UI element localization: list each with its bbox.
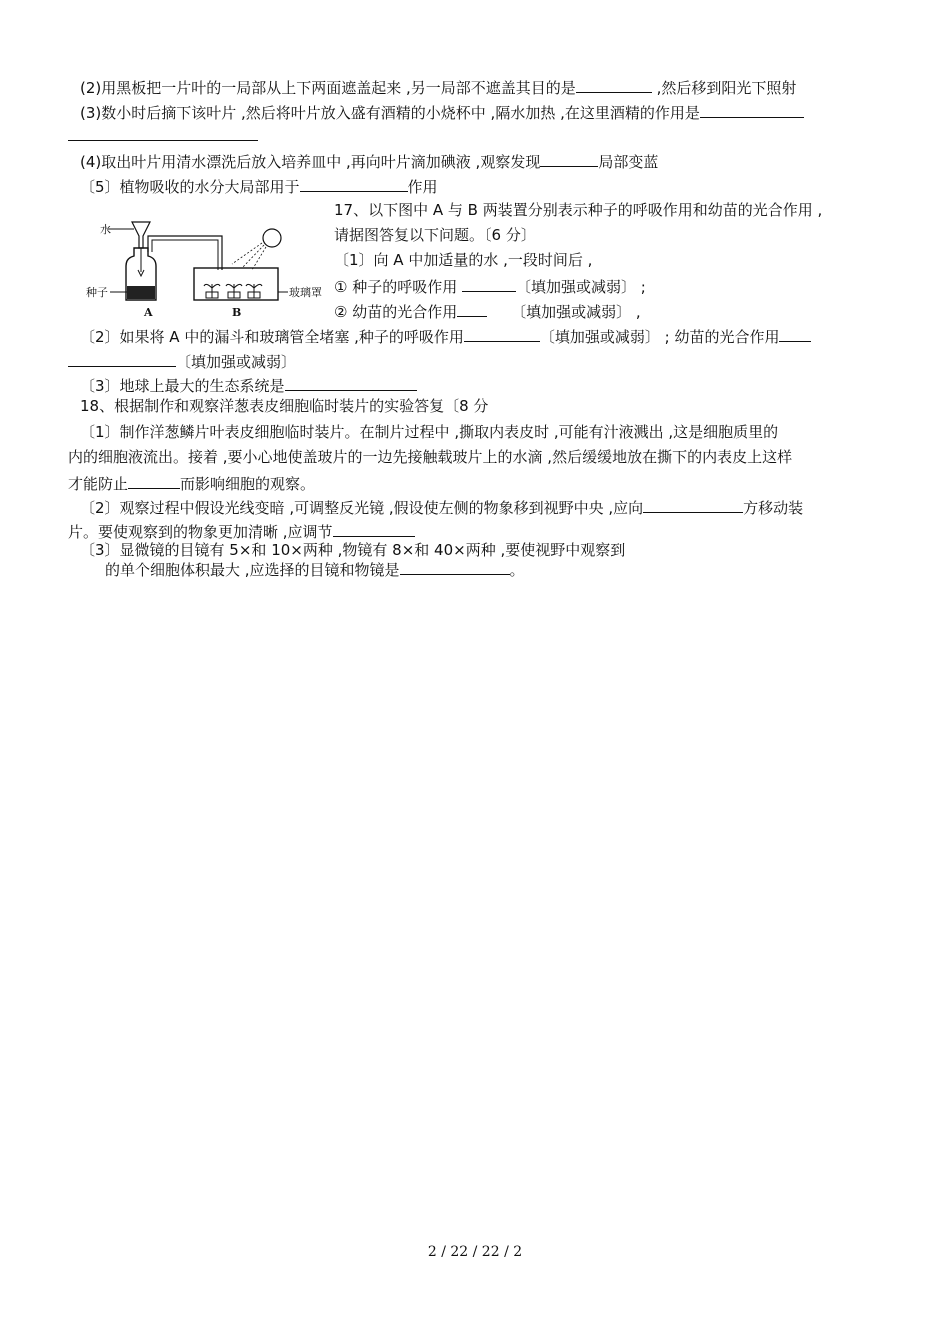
answer-blank[interactable]: [300, 175, 408, 192]
q18-part1-line2: [68, 447, 792, 467]
answer-blank[interactable]: [462, 275, 516, 292]
q17-title-text-2: 请据图答复以下问题。〔6 分〕: [334, 226, 536, 244]
q17-part1b: [334, 300, 641, 322]
answer-blank[interactable]: [333, 520, 415, 537]
q16-part5-tail: 作用: [407, 178, 438, 196]
q16-part4-tail: 局部变蓝: [598, 153, 659, 171]
q17-title-text: 17、以下图中 A 与 B 两装置分别表示种子的呼吸作用和幼苗的光合作用 ,: [334, 201, 823, 219]
q18-part2-line2: [68, 520, 415, 542]
answer-blank[interactable]: [457, 300, 487, 317]
q18-part1-text-2: 内的细胞液流出。接着 ,要小心地使盖玻片的一边先接触载玻片上的水滴 ,然后缓缓地放在撕下的内表皮上这样: [68, 448, 793, 466]
label-seed: 种子: [86, 286, 108, 299]
q18-part2-text-2: 片。要使观察到的物象更加清晰 ,应调节: [68, 523, 333, 541]
q16-part3-text: (3)数小时后摘下该叶片 ,然后将叶片放入盛有酒精的小烧杯中 ,隔水加热 ,在这里酒精的作用是: [80, 104, 700, 122]
q17-part2-tail: 〔填加强或减弱〕: [176, 353, 297, 371]
q17-part1a-text: ① 种子的呼吸作用: [334, 278, 458, 296]
q17-part1: [334, 250, 592, 270]
q18-title-text: 18、根据制作和观察洋葱表皮细胞临时装片的实验答复〔8 分: [80, 397, 489, 415]
q17-part2-text: 〔2〕如果将 A 中的漏斗和玻璃管全堵塞 ,种子的呼吸作用: [80, 328, 464, 346]
q16-part2-text: (2)用黑板把一片叶的一局部从上下两面遮盖起来 ,另一局部不遮盖其目的是: [80, 79, 576, 97]
q18-part1-tail: 而影响细胞的观察。: [180, 475, 316, 493]
q16-part3-continuation: [68, 126, 258, 146]
answer-blank[interactable]: [128, 472, 180, 489]
q17-part3: [80, 374, 417, 396]
answer-blank[interactable]: [68, 350, 176, 367]
q18-part1-line3: [68, 472, 315, 494]
label-water: 水: [100, 223, 111, 236]
answer-blank[interactable]: [643, 496, 743, 513]
glass-tube-inner: [152, 240, 218, 270]
answer-blank[interactable]: [400, 558, 510, 575]
sun: [263, 229, 281, 247]
q18-part2-text: 〔2〕观察过程中假设光线变暗 ,可调整反光镜 ,假设使左侧的物象移到视野中央 ,应向: [80, 499, 644, 517]
q16-part2-tail: ,然后移到阳光下照射: [651, 79, 797, 97]
answer-blank[interactable]: [700, 101, 804, 118]
answer-blank[interactable]: [576, 76, 652, 93]
q17-part3-text: 〔3〕地球上最大的生态系统是: [80, 377, 285, 395]
q18-part3-tail: 。: [509, 561, 525, 579]
q18-part2: [80, 496, 803, 518]
label-a: A: [144, 306, 153, 319]
q17-part1a-tail: 〔填加强或减弱〕 ;: [516, 278, 646, 296]
q18-part2-tail: 方移动装: [743, 499, 804, 517]
q16-part3: [80, 101, 804, 123]
q17-part1-text: 〔1〕向 A 中加适量的水 ,一段时间后 ,: [334, 251, 593, 269]
q18-part3-text-1: 〔3〕显微镜的目镜有 5×和 10×两种 ,物镜有 8×和 40×两种 ,要使视野中观察到: [80, 541, 626, 559]
q16-part4-text: (4)取出叶片用清水漂洗后放入培养皿中 ,再向叶片滴加碘液 ,观察发现: [80, 153, 541, 171]
q17-apparatus-figure: [82, 212, 322, 322]
q17-part1a: [334, 275, 646, 297]
q18-title: [80, 396, 488, 416]
answer-blank[interactable]: [540, 150, 598, 167]
q17-part1b-text: ② 幼苗的光合作用: [334, 303, 458, 321]
q16-part5: [80, 175, 438, 197]
answer-blank[interactable]: [779, 325, 811, 342]
apparatus-diagram: [82, 212, 322, 322]
q18-part3-text-2: 的单个细胞体积最大 ,应选择的目镜和物镜是: [105, 561, 400, 579]
q16-part4: [80, 150, 658, 172]
q17-part2-mid: 〔填加强或减弱〕 ; 幼苗的光合作用: [539, 328, 780, 346]
q17-part2-continuation: [68, 350, 296, 372]
label-glass-cover: 玻璃罩: [289, 286, 322, 299]
q18-part1-line1: [80, 422, 778, 442]
q17-part1b-tail: 〔填加强或减弱〕 ,: [511, 303, 641, 321]
q17-part2: [80, 325, 811, 347]
q18-part3-line1: [80, 540, 625, 560]
answer-blank[interactable]: [464, 325, 540, 342]
answer-blank[interactable]: [285, 374, 417, 391]
q18-part3-line2: [105, 558, 525, 580]
q18-part1-text-1: 〔1〕制作洋葱鳞片叶表皮细胞临时装片。在制片过程中 ,撕取内表皮时 ,可能有汁液溅出 ,这是细胞质里的: [80, 423, 779, 441]
q17-title: [334, 200, 822, 220]
seed-layer: [127, 286, 155, 299]
q18-part1-text-3: 才能防止: [68, 475, 129, 493]
seedlings: [204, 284, 262, 298]
label-b: B: [232, 306, 242, 319]
q16-part2: [80, 76, 796, 98]
answer-blank[interactable]: [68, 130, 258, 141]
q17-title-line2: [334, 225, 536, 245]
q16-part5-text: 〔5〕植物吸收的水分大局部用于: [80, 178, 300, 196]
page-number: 2 / 22 / 22 / 2: [427, 1244, 523, 1260]
glass-tube: [148, 236, 222, 270]
funnel-shape: [132, 222, 150, 248]
